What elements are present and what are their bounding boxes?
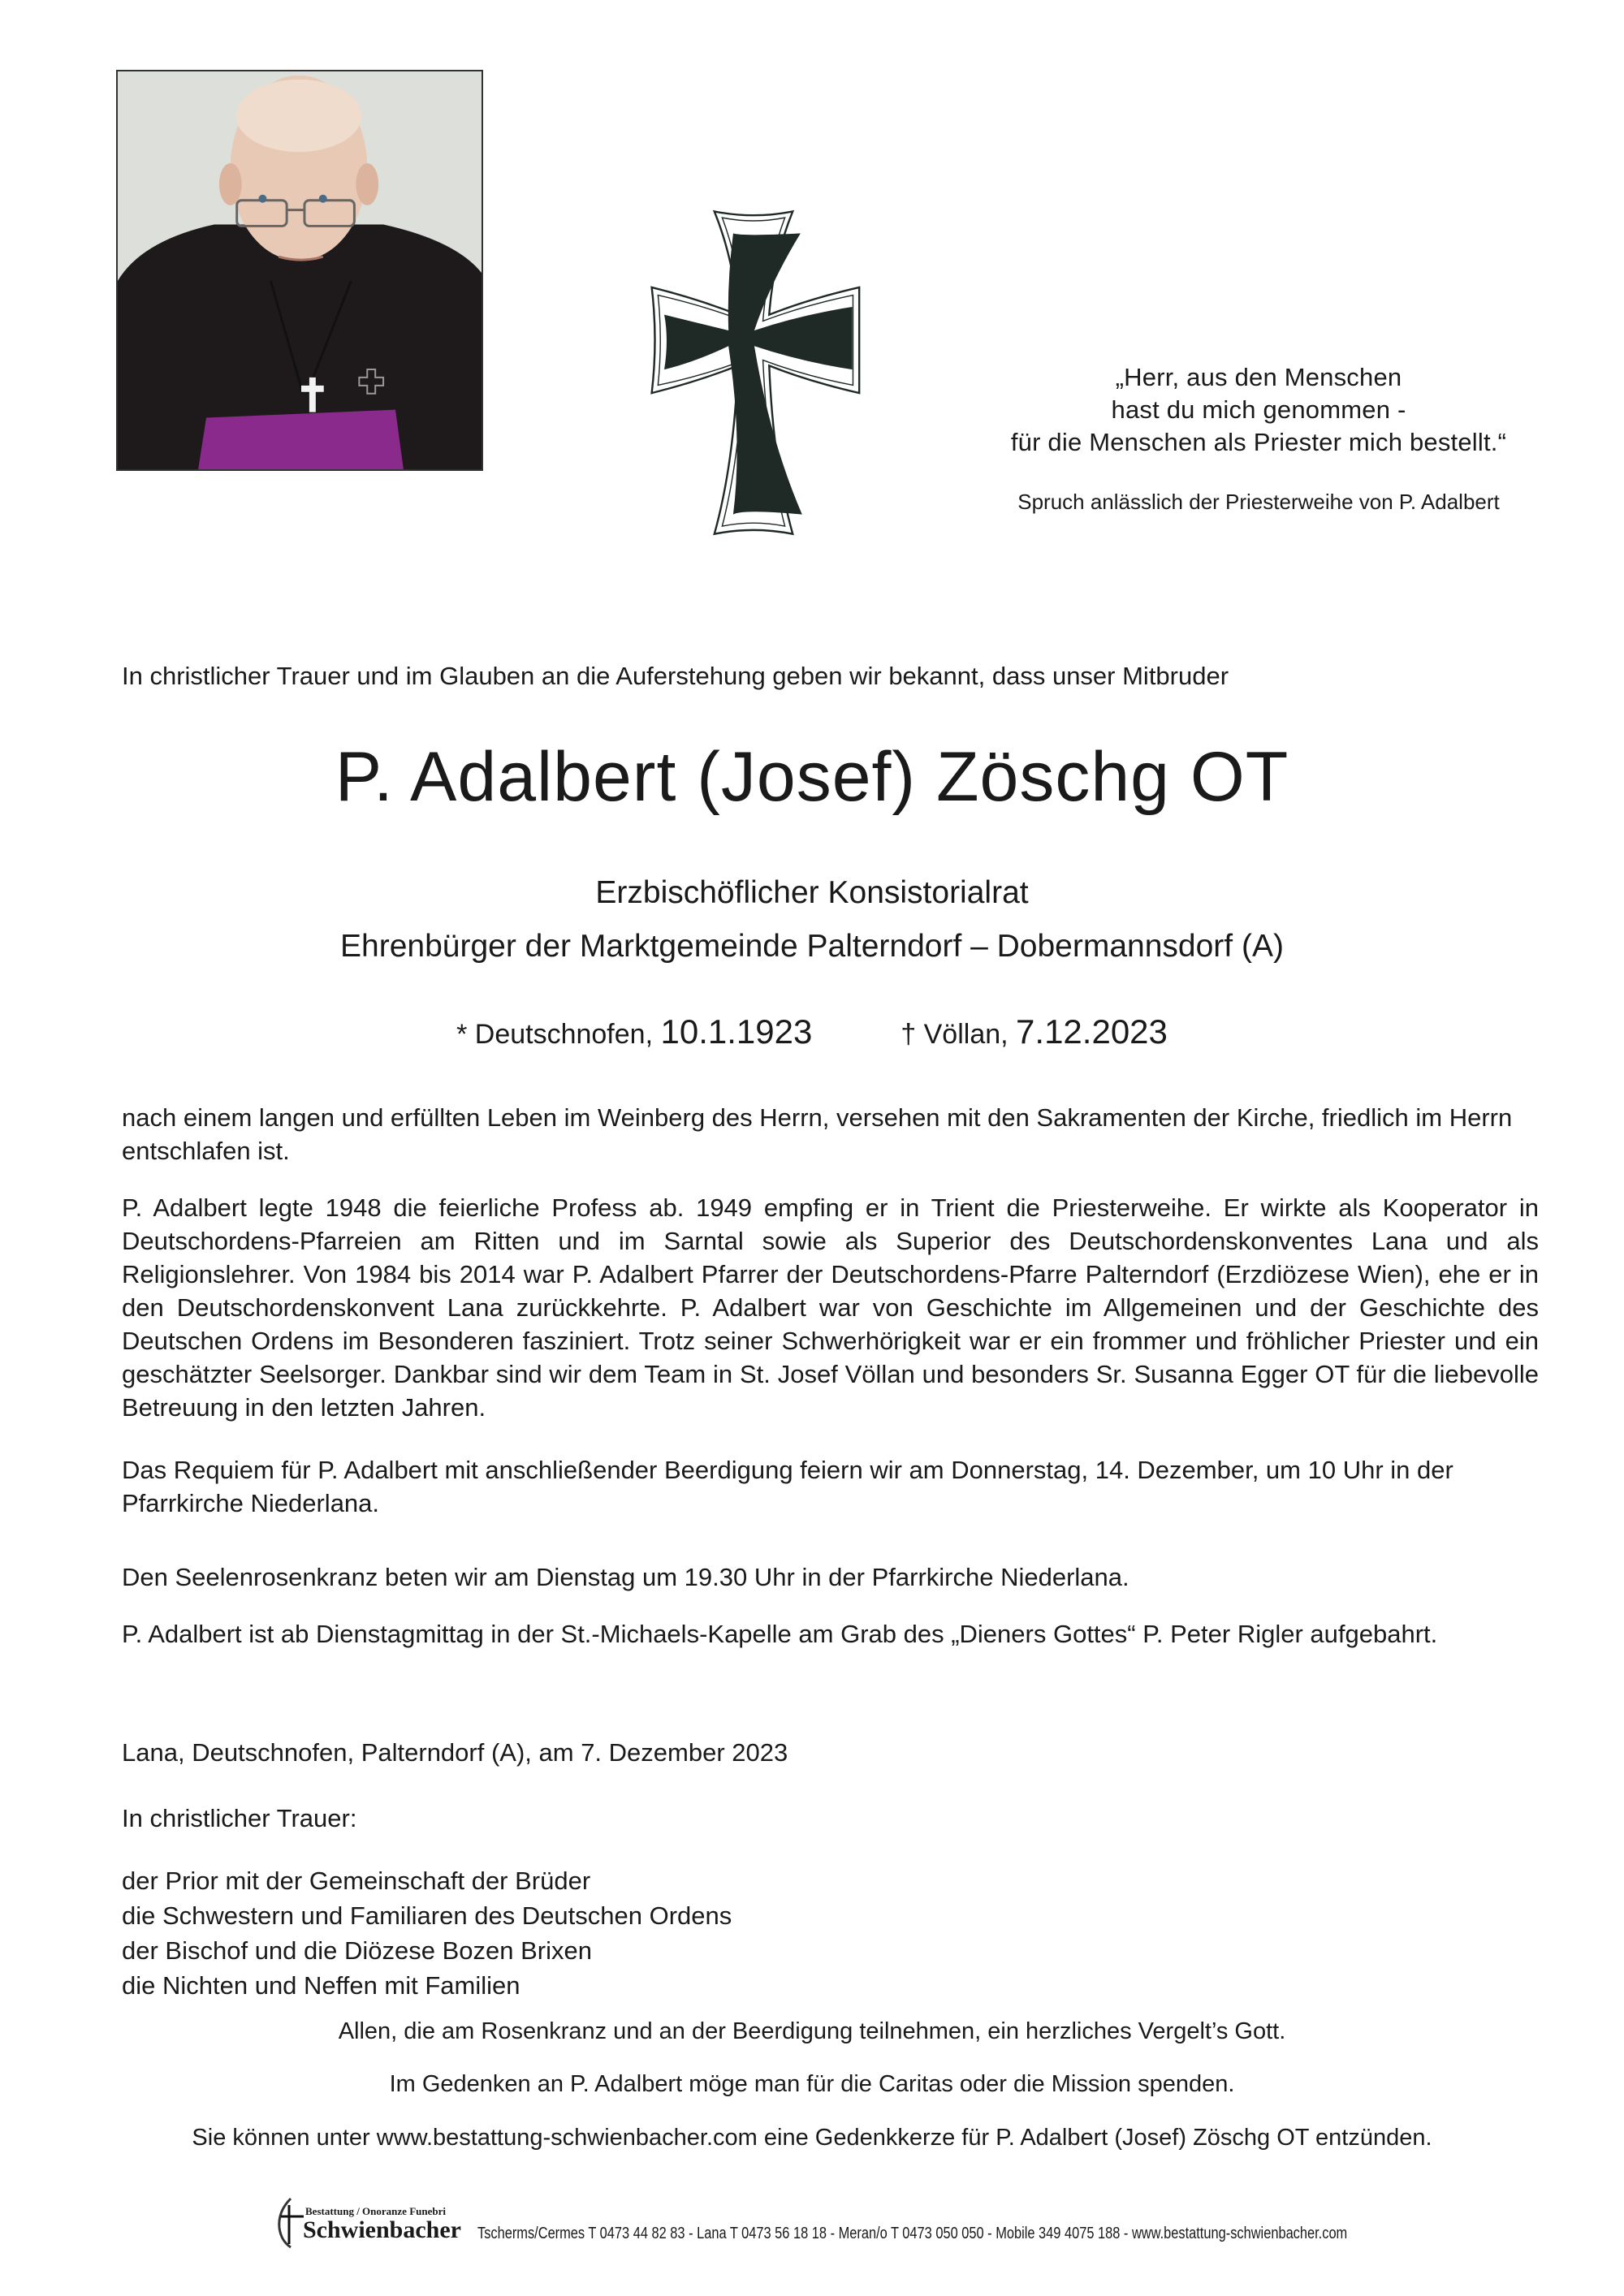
paragraph-lying-in-state: P. Adalbert ist ab Dienstagmittag in der St.-Michaels-Kapelle am Grab des „Dieners Gottes“ P. Peter Rigler aufgebahrt.: [122, 1620, 1438, 1648]
funeral-home-footer: [276, 2192, 1575, 2249]
contact-info: Tscherms/Cermes T 0473 44 82 83 - Lana T 0473 56 18 18 - Meran/o T 0473 050 050 - Mobile 349 4075 188 - www.bestattung-schwienbacher.com: [477, 2225, 1348, 2242]
quote-line: für die Menschen als Priester mich bestellt.“: [1010, 428, 1507, 456]
honorary-title: Erzbischöflicher Konsistorialrat: [595, 875, 1029, 910]
death-place: Völlan,: [923, 1019, 1009, 1050]
mourners-heading: In christlicher Trauer:: [122, 1804, 357, 1832]
mourner-item: die Schwestern und Familiaren des Deutschen Ordens: [122, 1901, 732, 1930]
mourner-item: der Bischof und die Diözese Bozen Brixen: [122, 1936, 592, 1965]
teutonic-cross-icon: [644, 199, 863, 548]
death-date: 7.12.2023: [1016, 1012, 1168, 1051]
quote-source: Spruch anlässlich der Priesterweihe von P. Adalbert: [1017, 490, 1500, 514]
paragraph-requiem: Das Requiem für P. Adalbert mit anschließender Beerdigung feiern wir am Donnerstag, 14. Dezember, um 10 Uhr in der Pfarrkirche Niederlana.: [122, 1456, 1453, 1517]
quote-line: hast du mich genommen -: [1111, 395, 1406, 424]
mourner-item: die Nichten und Neffen mit Familien: [122, 1971, 520, 2000]
memorial-candle-line: Sie können unter www.bestattung-schwienbacher.com eine Gedenkkerze für P. Adalbert (Josef) Zöschg OT entzünden.: [192, 2125, 1432, 2151]
death-cross-icon: †: [901, 1019, 917, 1050]
mourners-list: [122, 1863, 732, 2003]
intro-text: In christlicher Trauer und im Glauben an die Auferstehung geben wir bekannt, dass unser Mitbruder: [122, 662, 1229, 690]
logo-name: Schwienbacher: [303, 2216, 461, 2243]
paragraph-biography: P. Adalbert legte 1948 die feierliche Profess ab. 1949 empfing er in Trient die Priesterweihe. Er wirkte als Kooperator in Deutschordens-Pfarreien am Ritten und im Sarntal sowie als Superior des Deutschordenskonventes Lana und als Religionslehrer. Von 1984 bis 2014 war P. Adalbert Pfarrer der Deutschordens-Pfarre Palterndorf (Erzdiözese Wien), ehe er in den Deutschordenskonvent Lana zurückkehrte. P. Adalbert war von Geschichte im Allgemeinen und der Geschichte des Deutschen Ordens im Besonderen fasziniert. Trotz seiner Schwerhörigkeit war er ein frommer und fröhlicher Priester und ein geschätzter Seelsorger. Dankbar sind wir dem Team in St. Josef Völlan und besonders Sr. Susanna Egger OT für die liebevolle Betreuung in den letzten Jahren.: [122, 1193, 1539, 1422]
birth-date: 10.1.1923: [660, 1012, 813, 1051]
portrait-image: [118, 71, 482, 469]
paragraph-rosary: Den Seelenrosenkranz beten wir am Dienstag um 19.30 Uhr in der Pfarrkirche Niederlana.: [122, 1563, 1129, 1591]
place-date-line: Lana, Deutschnofen, Palterndorf (A), am 7. Dezember 2023: [122, 1738, 788, 1767]
paragraph: nach einem langen und erfüllten Leben im Weinberg des Herrn, versehen mit den Sakramenten der Kirche, friedlich im Herrn entschlafen ist.: [122, 1103, 1513, 1165]
deceased-name: P. Adalbert (Josef) Zöschg OT: [335, 738, 1289, 816]
donation-line: Im Gedenken an P. Adalbert möge man für die Caritas oder die Mission spenden.: [389, 2071, 1235, 2097]
thanks-line: Allen, die am Rosenkranz und an der Beerdigung teilnehmen, ein herzliches Vergelt’s Gott.: [338, 2018, 1286, 2044]
quote-line: „Herr, aus den Menschen: [1115, 363, 1402, 391]
honorary-title: Ehrenbürger der Marktgemeinde Palterndorf – Dobermannsdorf (A): [340, 929, 1284, 964]
portrait-photo: [116, 70, 483, 471]
birth-place: Deutschnofen,: [474, 1019, 654, 1050]
birth-symbol: *: [456, 1019, 468, 1050]
mourner-item: der Prior mit der Gemeinschaft der Brüder: [122, 1867, 591, 1895]
logo-subtitle: Bestattung / Onoranze Funebri: [305, 2205, 446, 2217]
ordination-quote: [934, 361, 1583, 459]
life-dates: [0, 1012, 1624, 1051]
